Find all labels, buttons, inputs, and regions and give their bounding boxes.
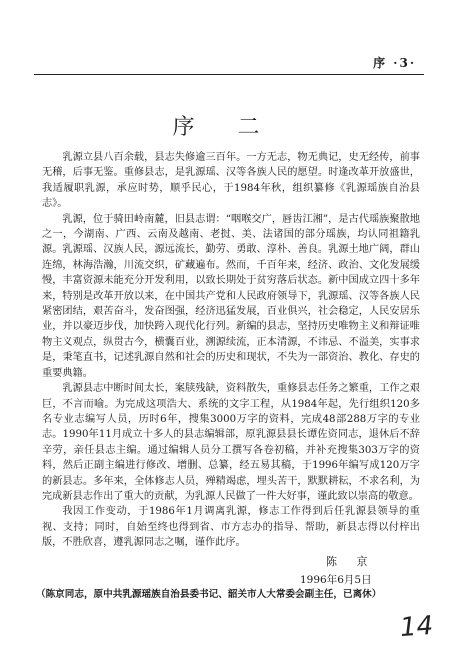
signature-date: 1996年6月5日 xyxy=(300,574,372,586)
paragraph-3: 乳源县志中断时间太长，案牍残缺，资料散失，重修县志任务之繁重，工作之艰巨，不言而喻。为完成这项浩大、系统的文字工程，从1984年起，先行组织120多名专业志编写人员，历时6年，搜集3000万字的资料，完成48部288万字的专业志。1990年11月成立十多人的县志编辑部，原乳源县县长谭佐资同志，退休后不辞辛劳，亲任县志主编。通过编辑人员分工撰写各卷初稿，并补充搜集303万字的资料，然后正副主编进行修改、增删、总纂，经五易其稿，于1996年编写成120万字的新县志。多年来，全体修志人员，殚精竭虑，埋头苦干，默默耕耘，不求名利，为完成新县志作出了重大的贡献，为乳源人民做了一件大好事，谨此致以崇高的敬意。 xyxy=(42,383,420,502)
running-head: 序 ·3· xyxy=(373,56,416,70)
paragraph-1: 乳源立县八百余载，县志失修逾三百年。一方无志，物无典记，史无经传，前事无稽，后事无鉴。重修县志，是乳源瑶、汉等各族人民的愿望。时逢改革开放盛世，我适履职乳源，承应时势，顺乎民心，于1984年秋，组织纂修《乳源瑶族自治县志》。 xyxy=(42,152,420,210)
preface-body xyxy=(42,150,420,551)
paragraph-4: 我因工作变动，于1986年1月调离乳源，修志工作得到后任乳源县领导的重视、支持；同时，自始至终也得到省、市方志办的指导、帮助，新县志得以付梓出版，不胜欣喜，遵乳源同志之嘱，谨作此序。 xyxy=(42,506,420,549)
handwritten-folio: 14 xyxy=(398,610,435,644)
paragraph-2: 乳源，位于骑田岭南麓，旧县志谓：“咽喉交广，唇齿江湘”，是古代瑶族聚散地之一，今湖南、广西、云南及越南、老挝、美、法诸国的部分瑶族，均认同祖籍乳源。乳源瑶、汉族人民，源远流长，勤劳、勇敢、淳朴、善良。乳源土地广阔，群山连绵，林海浩瀚，川流交织，矿藏遍布。然而，千百年来，经济、政治、文化发展缓慢，丰富资源未能充分开发利用，以致长期处于贫穷落后状态。新中国成立四十多年来，特别是改革开放以来，在中国共产党和人民政府领导下，乳源瑶、汉等各族人民紧密团结，艰苦奋斗，发奋图强，经济迅猛发展，百业俱兴，社会稳定，人民安居乐业，并以豪迈步伐，加快跨入现代化行列。新编的县志，坚持历史唯物主义和辩证唯物主义观点，纵贯古今，横囊百业，溯源续流，正本清源，不讳忌、不溢美，实事求是，秉笔直书，记述乳源自然和社会的历史和现状，不失为一部资治、教化、存史的重要典籍。 xyxy=(42,213,420,379)
author-note: （陈京同志，原中共乳源瑶族自治县委书记、韶关市人大常委会副主任，已离休） xyxy=(36,589,382,600)
signature-name: 陈 京 xyxy=(326,555,376,568)
preface-title: 序 二 xyxy=(172,115,278,140)
header-rule xyxy=(34,74,424,75)
page-header xyxy=(34,52,424,76)
